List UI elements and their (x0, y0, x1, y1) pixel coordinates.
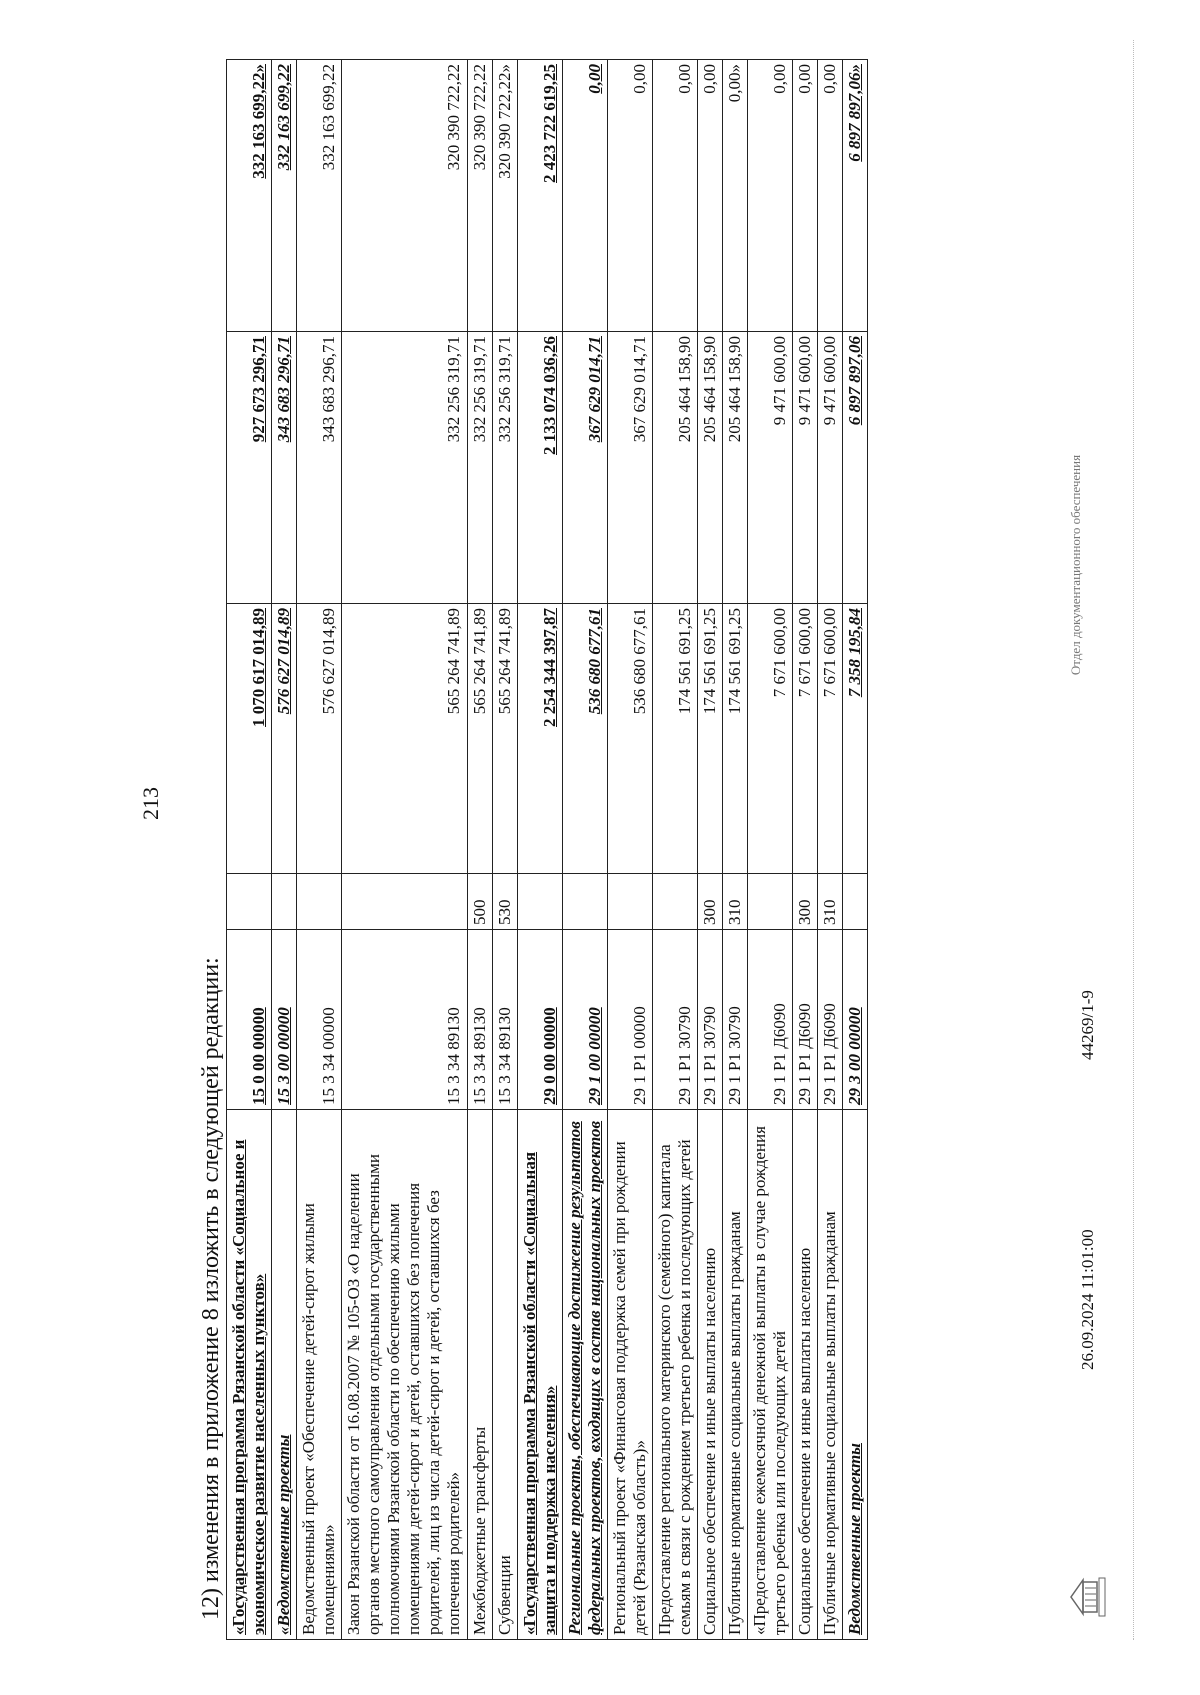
table-row (843, 60, 868, 1640)
row-value-3: 0,00 (607, 60, 652, 332)
row-value-1: 7 671 600,00 (818, 604, 843, 874)
row-value-1: 576 627 014,89 (297, 604, 342, 874)
row-value-1: 7 671 600,00 (793, 604, 818, 874)
row-value-2: 2 133 074 036,26 (517, 332, 562, 604)
row-value-3: 320 390 722,22» (492, 60, 517, 332)
row-value-1: 2 254 344 397,87 (517, 604, 562, 874)
row-code: 29 3 00 00000 (843, 930, 868, 1110)
department-stamp: Отдел документационного обеспечения (1068, 454, 1083, 676)
row-name: Публичные нормативные социальные выплаты гражданам (723, 1110, 748, 1640)
row-value-3: 0,00 (793, 60, 818, 332)
footer-doc-number: 44269/1-9 (1078, 990, 1097, 1060)
row-vr (607, 874, 652, 930)
table-row (723, 60, 748, 1640)
row-value-1: 565 264 741,89 (492, 604, 517, 874)
row-value-1: 565 264 741,89 (342, 604, 467, 874)
row-value-3: 0,00» (723, 60, 748, 332)
row-value-2: 205 464 158,90 (652, 332, 697, 604)
footer-date: 26.09.2024 11:01:00 (1078, 1229, 1097, 1370)
amendment-caption: 12) изменения в приложение 8 изложить в следующей редакции: (198, 957, 224, 1620)
row-name: Региональный проект «Финансовая поддержка семей при рождении детей (Рязанская область)» (607, 1110, 652, 1640)
row-code: 15 3 34 89130 (467, 930, 492, 1110)
row-value-3: 0,00 (748, 60, 793, 332)
row-value-2: 367 629 014,71 (607, 332, 652, 604)
row-vr (748, 874, 793, 930)
row-vr (227, 874, 272, 930)
row-value-2: 927 673 296,71 (227, 332, 272, 604)
row-code: 29 1 00 00000 (562, 930, 607, 1110)
row-name: Субвенции (492, 1110, 517, 1640)
row-vr (562, 874, 607, 930)
row-value-2: 6 897 897,06 (843, 332, 868, 604)
table-row (562, 60, 607, 1640)
budget-table (226, 59, 868, 1640)
row-name: Закон Рязанской области от 16.08.2007 № 105-ОЗ «О наделении органов местного самоуправления отдельными государственными полномочиями Рязанской области по обеспечению жилыми помещениями детей-сирот и детей, оставшихся без попечения родителей, лиц из числа детей-сирот и детей, оставшихся без попечения родителей» (342, 1110, 467, 1640)
row-name: «Ведомственные проекты (272, 1110, 297, 1640)
row-value-2: 332 256 319,71 (467, 332, 492, 604)
row-value-3: 320 390 722,22 (342, 60, 467, 332)
row-value-1: 174 561 691,25 (652, 604, 697, 874)
row-vr: 300 (697, 874, 722, 930)
row-value-1: 1 070 617 014,89 (227, 604, 272, 874)
row-code: 29 1 Р1 30790 (697, 930, 722, 1110)
row-value-1: 7 671 600,00 (748, 604, 793, 874)
row-name: Региональные проекты, обеспечивающие достижение результатов федеральных проектов, входящих в состав национальных проектов (562, 1110, 607, 1640)
row-name: Публичные нормативные социальные выплаты гражданам (818, 1110, 843, 1640)
row-name: Ведомственные проекты (843, 1110, 868, 1640)
row-value-3: 0,00 (818, 60, 843, 332)
row-value-1: 536 680 677,61 (562, 604, 607, 874)
row-code: 15 0 00 00000 (227, 930, 272, 1110)
scan-edge (1133, 40, 1140, 1640)
row-name: Социальное обеспечение и иные выплаты населению (697, 1110, 722, 1640)
row-vr (843, 874, 868, 930)
row-value-3: 320 390 722,22 (467, 60, 492, 332)
row-vr: 310 (818, 874, 843, 930)
row-code: 15 3 00 00000 (272, 930, 297, 1110)
row-value-3: 2 423 722 619,25 (517, 60, 562, 332)
row-name: Межбюджетные трансферты (467, 1110, 492, 1640)
row-value-1: 174 561 691,25 (697, 604, 722, 874)
rotated-page (58, 40, 1168, 1640)
row-value-2: 205 464 158,90 (723, 332, 748, 604)
row-value-1: 174 561 691,25 (723, 604, 748, 874)
row-value-3: 332 163 699,22 (272, 60, 297, 332)
table-row (793, 60, 818, 1640)
row-value-2: 205 464 158,90 (697, 332, 722, 604)
row-value-1: 565 264 741,89 (467, 604, 492, 874)
row-value-2: 332 256 319,71 (492, 332, 517, 604)
row-value-1: 576 627 014,89 (272, 604, 297, 874)
row-value-3: 6 897 897,06» (843, 60, 868, 332)
row-code: 15 3 34 89130 (342, 930, 467, 1110)
row-code: 15 3 34 89130 (492, 930, 517, 1110)
row-name: «Предоставление ежемесячной денежной выплаты в случае рождения третьего ребенка или последующих детей (748, 1110, 793, 1640)
row-vr: 310 (723, 874, 748, 930)
row-value-2: 343 683 296,71 (272, 332, 297, 604)
row-value-2: 343 683 296,71 (297, 332, 342, 604)
row-value-2: 9 471 600,00 (793, 332, 818, 604)
row-name: «Государственная программа Рязанской области «Социальная защита и поддержка населения» (517, 1110, 562, 1640)
table-row (227, 60, 272, 1640)
row-value-2: 9 471 600,00 (818, 332, 843, 604)
row-vr (297, 874, 342, 930)
row-name: Ведомственный проект «Обеспечение детей-сирот жилыми помещениями» (297, 1110, 342, 1640)
row-name: Предоставление регионального материнского (семейного) капитала семьям в связи с рождением третьего ребенка и последующих детей (652, 1110, 697, 1640)
table-row (818, 60, 843, 1640)
row-value-3: 0,00 (652, 60, 697, 332)
table-row (697, 60, 722, 1640)
row-vr (517, 874, 562, 930)
page-number: 213 (138, 787, 163, 820)
row-code: 29 1 Р1 Д6090 (748, 930, 793, 1110)
row-vr: 300 (793, 874, 818, 930)
row-value-1: 7 358 195,84 (843, 604, 868, 874)
row-name: Социальное обеспечение и иные выплаты населению (793, 1110, 818, 1640)
row-value-2: 9 471 600,00 (748, 332, 793, 604)
row-vr (342, 874, 467, 930)
row-value-3: 0,00 (697, 60, 722, 332)
duma-emblem-icon (1063, 1574, 1109, 1620)
row-code: 29 1 Р1 00000 (607, 930, 652, 1110)
table-row (652, 60, 697, 1640)
table-row (607, 60, 652, 1640)
table-row (297, 60, 342, 1640)
row-vr: 500 (467, 874, 492, 930)
table-row (517, 60, 562, 1640)
table-row (492, 60, 517, 1640)
budget-table-body (227, 60, 868, 1640)
row-code: 15 3 34 00000 (297, 930, 342, 1110)
row-vr (272, 874, 297, 930)
row-code: 29 0 00 00000 (517, 930, 562, 1110)
row-value-3: 332 163 699,22 (297, 60, 342, 332)
row-value-2: 367 629 014,71 (562, 332, 607, 604)
table-row (342, 60, 467, 1640)
table-row (272, 60, 297, 1640)
row-vr (652, 874, 697, 930)
row-code: 29 1 Р1 Д6090 (818, 930, 843, 1110)
row-value-3: 332 163 699,22» (227, 60, 272, 332)
row-value-1: 536 680 677,61 (607, 604, 652, 874)
row-name: «Государственная программа Рязанской области «Социальное и экономическое развитие населенных пунктов» (227, 1110, 272, 1640)
row-vr: 530 (492, 874, 517, 930)
row-code: 29 1 Р1 Д6090 (793, 930, 818, 1110)
table-row (467, 60, 492, 1640)
table-row (748, 60, 793, 1640)
row-code: 29 1 Р1 30790 (723, 930, 748, 1110)
row-value-2: 332 256 319,71 (342, 332, 467, 604)
row-value-3: 0,00 (562, 60, 607, 332)
row-code: 29 1 Р1 30790 (652, 930, 697, 1110)
